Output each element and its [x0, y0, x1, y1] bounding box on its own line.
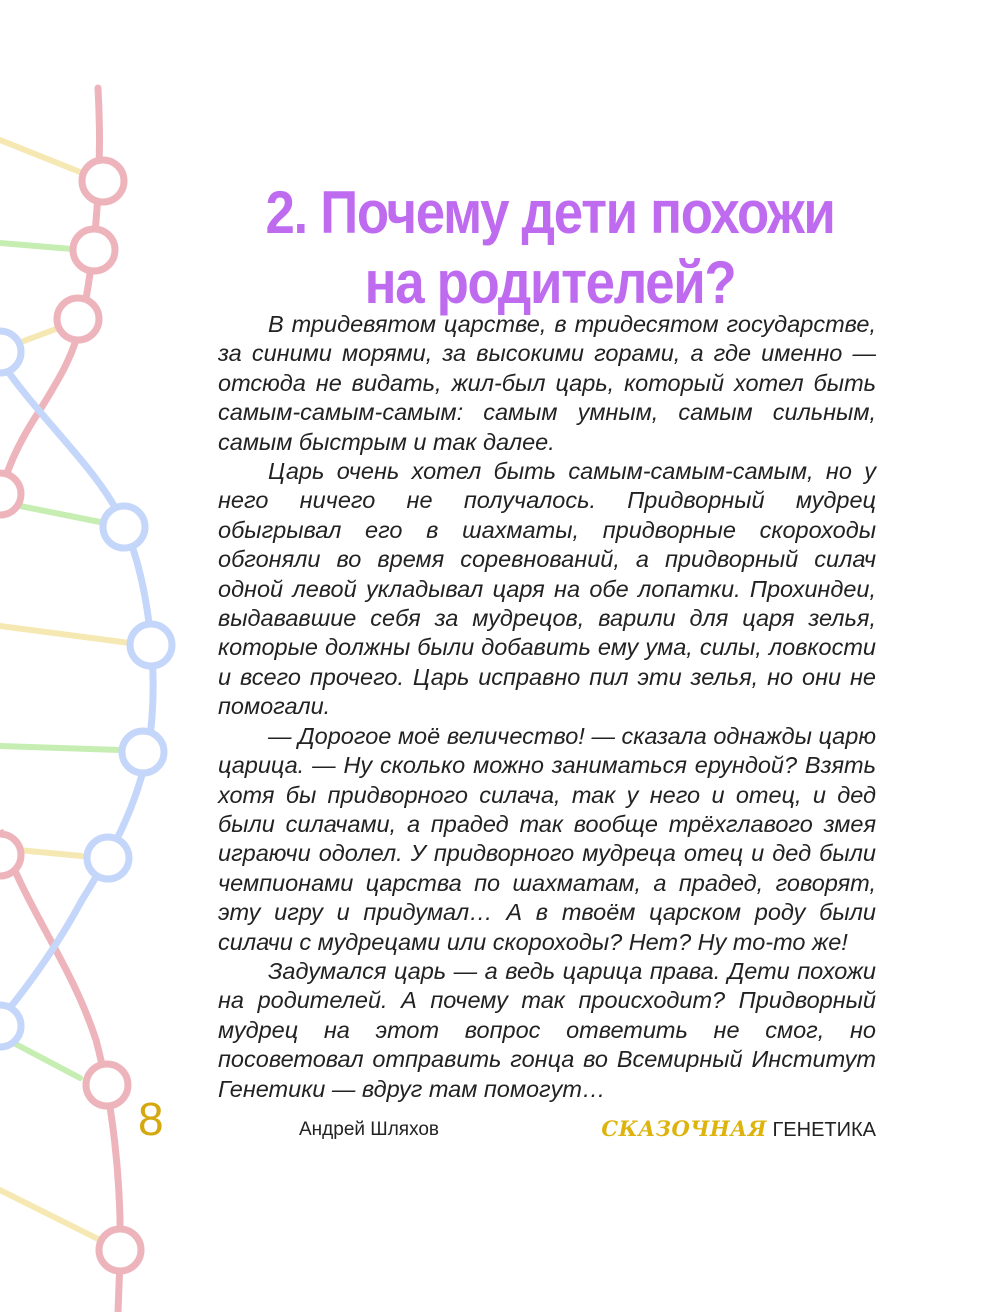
dna-strand-pink — [0, 88, 99, 500]
paragraph: В тридевятом царстве, в тридесятом государстве, за синими морями, за высокими горами, а где именно — отсюда не видать, жил-был царь, который хотел быть самым-самым-самым: самым умным, самым сильным, самым быстрым и так далее. — [218, 311, 876, 455]
dna-strand-blue — [0, 360, 153, 1020]
chapter-title-line-2: на родителей? — [364, 249, 736, 317]
story-text — [218, 310, 876, 1104]
chapter-title — [260, 178, 841, 318]
page-number: 8 — [138, 1093, 164, 1145]
paragraph: — Дорогое моё величество! — сказала однажды царю царица. — Ну сколько можно заниматься ерундой? Взять хотя бы придворного силача, так у него и отец, и дед были силачами, а прадед так вообще трёхглавого змея играючи одолел. У придворного мудреца отец и дед были чемпионами царства по шахматам, а прадед, говорят, эту игру и придумал… А в твоём царском роду были силачи с мудрецами или скороходы? Нет? Ну то-то же! — [218, 722, 876, 955]
chapter-title-line-1: 2. Почему дети похожи — [265, 179, 835, 247]
series-title-accent: СКАЗОЧНАЯ — [601, 1116, 767, 1141]
paragraph: Царь очень хотел быть самым-самым-самым, но у него ничего не получалось. Придворный мудрец обыгрывал его в шахматы, придворные скороходы обгоняли во время соревнований, а придворный силач одной левой укладывал царя на обе лопатки. Прохиндеи, выдававшие себя за мудрецов, варили для царя зелья, которые должны были добавить ему ума, силы, ловкости и всего прочего. Царь исправно пил эти зелья, но они не помогали. — [218, 458, 876, 720]
series-title-rest: ГЕНЕТИКА — [772, 1119, 876, 1141]
dna-helix-decoration — [0, 0, 220, 1312]
series-title — [601, 1116, 876, 1143]
author-name: Андрей Шляхов — [299, 1119, 440, 1140]
paragraph: Задумался царь — а ведь царица права. Дети похожи на родителей. А почему так происходит? Придворный мудрец на этот вопрос ответить не смог, но посоветовал отправить гонца во Всемирный Институт Генетики — вдруг там помогут… — [218, 957, 876, 1102]
